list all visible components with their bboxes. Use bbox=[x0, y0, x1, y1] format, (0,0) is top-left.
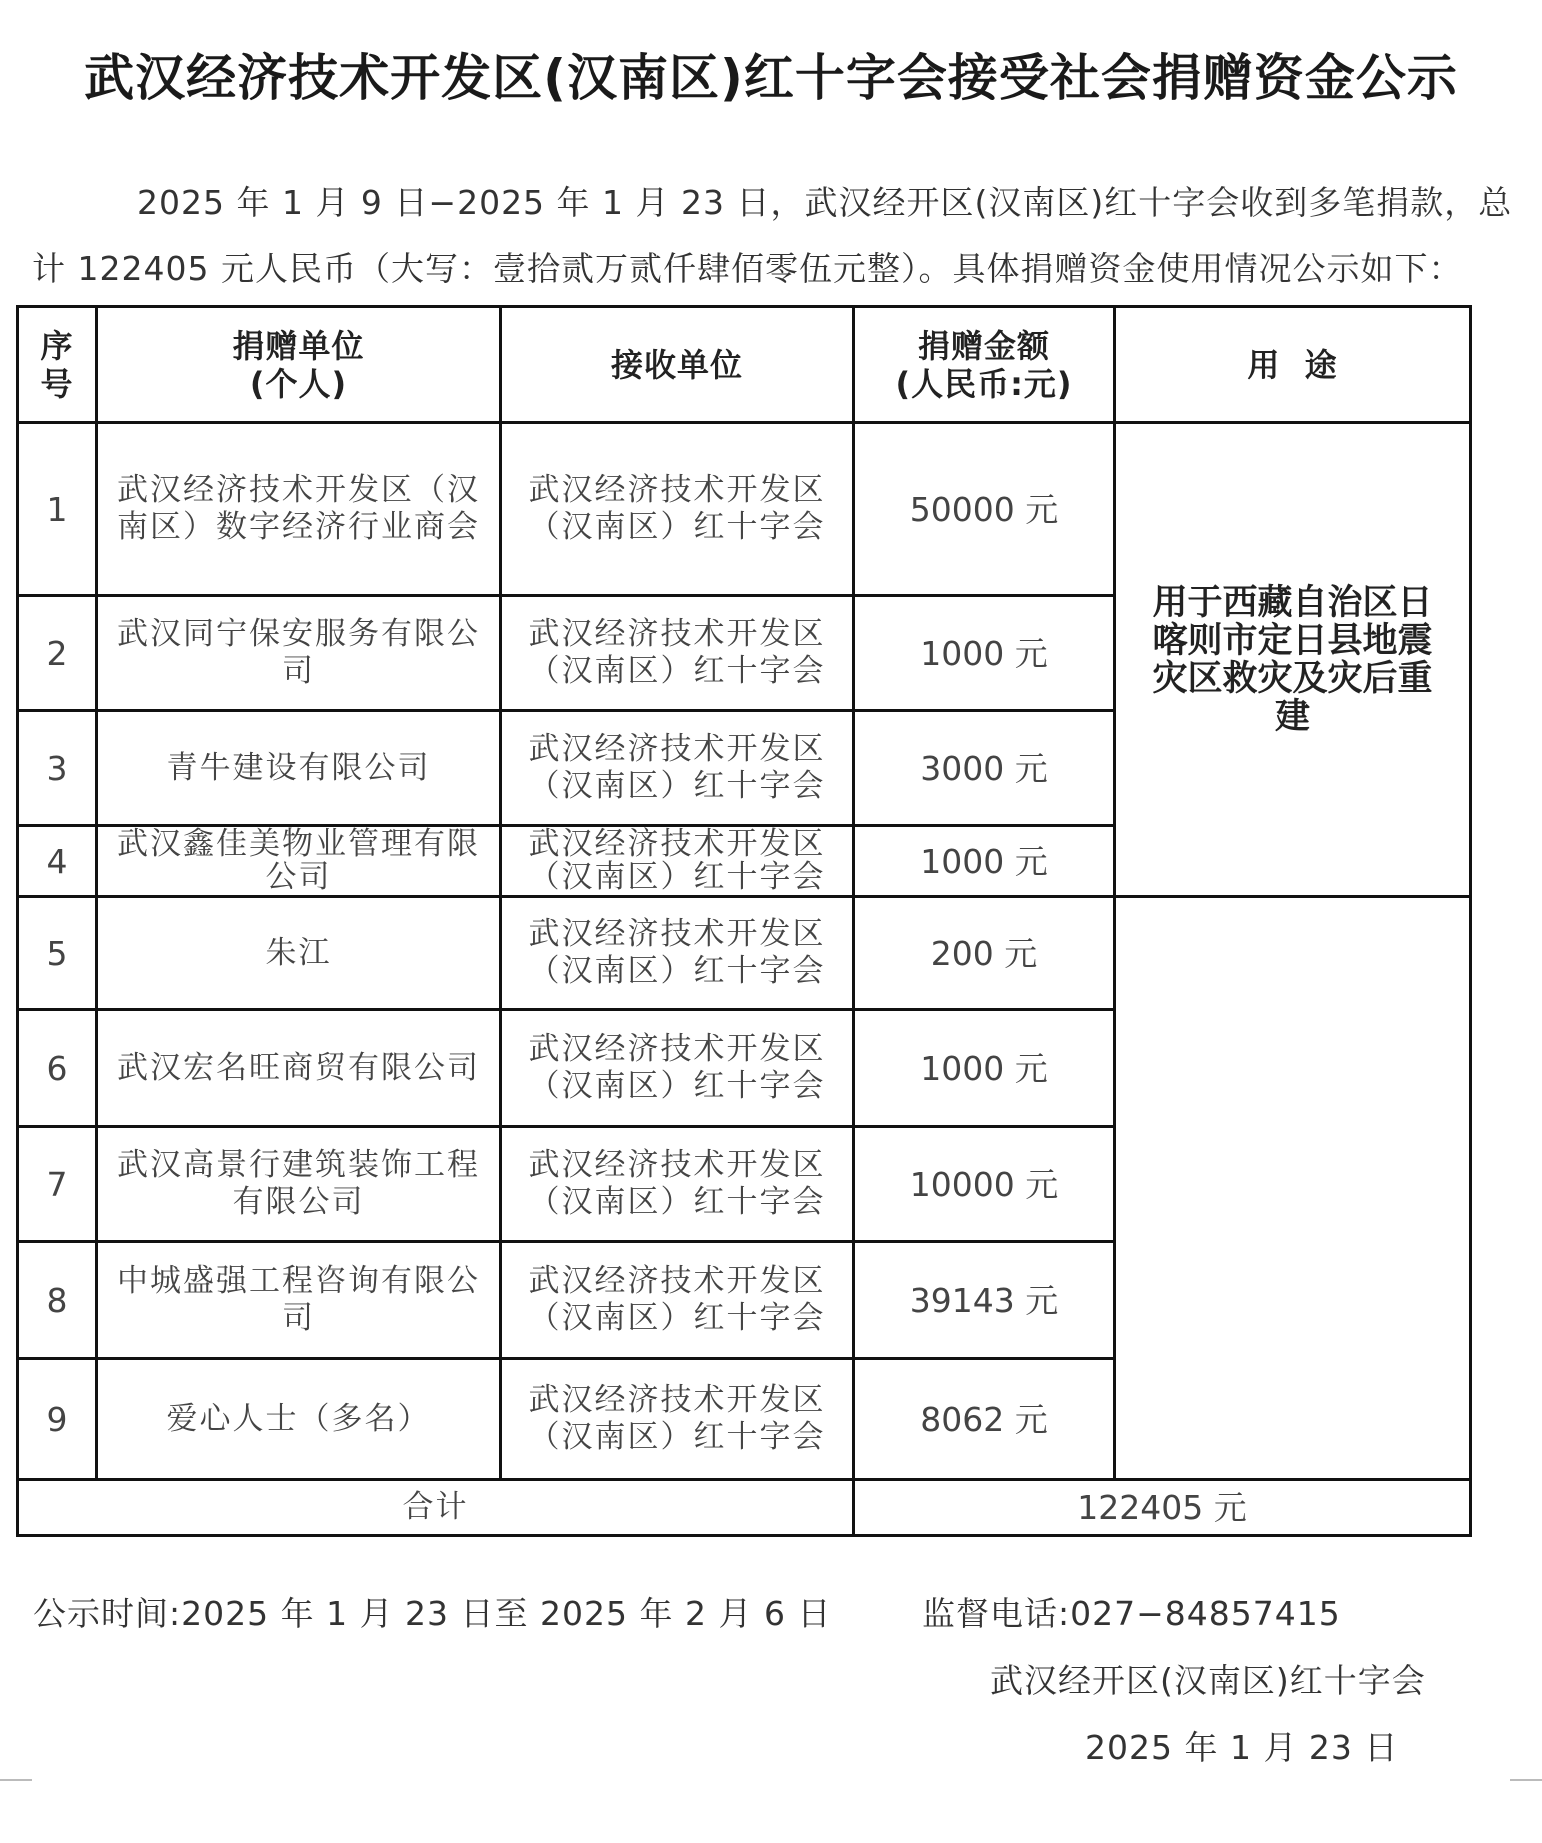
row-seq: 7 bbox=[46, 1164, 68, 1204]
notice-period: 公示时间:2025 年 1 月 23 日至 2025 年 2 月 6 日 bbox=[33, 1594, 832, 1633]
page-edge-mark bbox=[0, 1779, 32, 1781]
row-amount: 200 元 bbox=[930, 933, 1038, 973]
row-receiver: 武汉经济技术开发区（汉南区）红十字会 bbox=[528, 1263, 826, 1336]
issue-date: 2025 年 1 月 23 日 bbox=[1085, 1728, 1399, 1767]
row-amount: 50000 元 bbox=[909, 489, 1059, 529]
header-amount: 捐赠金额 (人民币:元) bbox=[895, 326, 1073, 403]
row-amount: 10000 元 bbox=[909, 1164, 1059, 1204]
issuing-organization: 武汉经开区(汉南区)红十字会 bbox=[990, 1661, 1426, 1700]
supervision-phone: 监督电话:027−84857415 bbox=[922, 1594, 1341, 1633]
header-seq: 序 号 bbox=[40, 326, 74, 403]
header-purpose: 用 途 bbox=[1247, 345, 1338, 384]
header-donor: 捐赠单位 (个人) bbox=[232, 326, 365, 403]
row-donor: 爱心人士（多名） bbox=[166, 1400, 431, 1437]
row-amount: 1000 元 bbox=[920, 841, 1048, 881]
row-donor: 青牛建设有限公司 bbox=[166, 749, 431, 786]
row-donor: 武汉经济技术开发区（汉南区）数字经济行业商会 bbox=[117, 472, 480, 545]
header-receiver: 接收单位 bbox=[610, 345, 743, 384]
row-seq: 8 bbox=[46, 1280, 68, 1320]
row-seq: 9 bbox=[46, 1399, 68, 1439]
row-seq: 2 bbox=[46, 633, 68, 673]
intro-paragraph: 2025 年 1 月 9 日−2025 年 1 月 23 日，武汉经开区(汉南区)红十字会收到多笔捐款，总计 122405 元人民币（大写：壹拾贰万贰仟肆佰零伍元整）。具体捐赠资金使用情况公示如下： bbox=[32, 183, 1513, 288]
row-seq: 6 bbox=[46, 1048, 68, 1088]
row-seq: 5 bbox=[46, 933, 68, 973]
row-receiver: 武汉经济技术开发区（汉南区）红十字会 bbox=[528, 916, 826, 989]
purpose-cell: 用于西藏自治区日喀则市定日县地震灾区救灾及灾后重建 bbox=[1152, 582, 1433, 737]
row-receiver: 武汉经济技术开发区（汉南区）红十字会 bbox=[528, 472, 826, 545]
row-amount: 1000 元 bbox=[920, 1048, 1048, 1088]
total-label: 合计 bbox=[402, 1489, 469, 1525]
row-amount: 1000 元 bbox=[920, 633, 1048, 673]
row-receiver: 武汉经济技术开发区（汉南区）红十字会 bbox=[528, 616, 826, 689]
row-receiver: 武汉经济技术开发区（汉南区）红十字会 bbox=[528, 1382, 826, 1455]
row-seq: 4 bbox=[46, 841, 68, 881]
row-receiver: 武汉经济技术开发区（汉南区）红十字会 bbox=[528, 826, 826, 895]
row-amount: 39143 元 bbox=[909, 1280, 1059, 1320]
row-donor: 中城盛强工程咨询有限公司 bbox=[117, 1263, 480, 1336]
row-donor: 朱江 bbox=[265, 934, 332, 971]
row-seq: 3 bbox=[46, 748, 68, 788]
row-donor: 武汉鑫佳美物业管理有限公司 bbox=[117, 826, 480, 895]
row-amount: 3000 元 bbox=[920, 748, 1048, 788]
row-receiver: 武汉经济技术开发区（汉南区）红十字会 bbox=[528, 1147, 826, 1220]
row-donor: 武汉同宁保安服务有限公司 bbox=[117, 616, 480, 689]
page-edge-mark bbox=[1510, 1779, 1542, 1781]
donation-table bbox=[16, 305, 1472, 1537]
row-donor: 武汉高景行建筑装饰工程有限公司 bbox=[117, 1147, 480, 1220]
total-value: 122405 元 bbox=[1077, 1488, 1247, 1527]
row-receiver: 武汉经济技术开发区（汉南区）红十字会 bbox=[528, 731, 826, 804]
row-receiver: 武汉经济技术开发区（汉南区）红十字会 bbox=[528, 1031, 826, 1104]
row-seq: 1 bbox=[46, 489, 68, 529]
row-amount: 8062 元 bbox=[920, 1399, 1048, 1439]
page-title: 武汉经济技术开发区(汉南区)红十字会接受社会捐赠资金公示 bbox=[84, 49, 1458, 107]
row-donor: 武汉宏名旺商贸有限公司 bbox=[117, 1049, 480, 1086]
